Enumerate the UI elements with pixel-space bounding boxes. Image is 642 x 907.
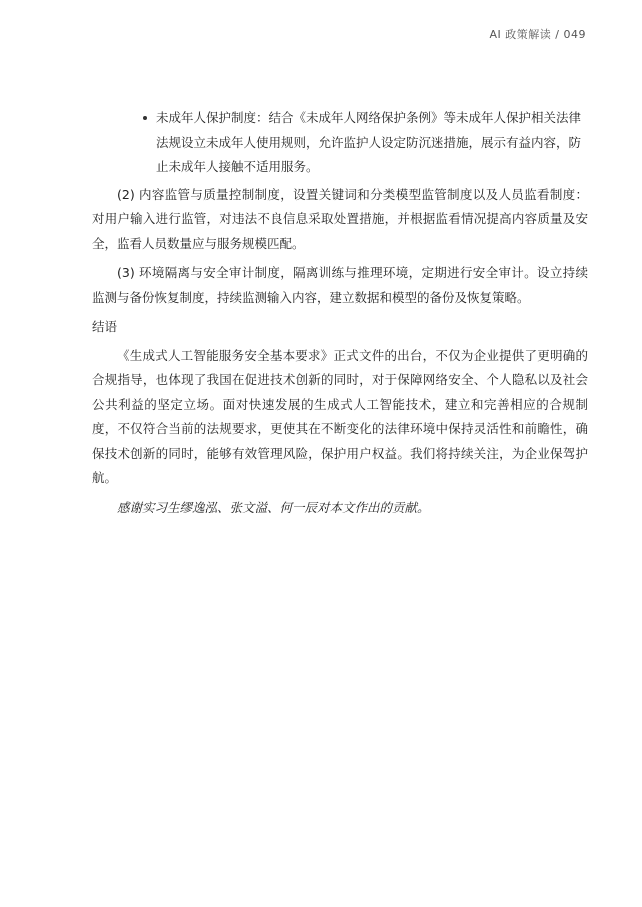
paragraph-environment-isolation: (3) 环境隔离与安全审计制度，隔离训练与推理环境，定期进行安全审计。设立持续监测与备份恢复制度，持续监测输入内容，建立数据和模型的备份及恢复策略。 [92, 265, 588, 305]
paragraph-conclusion: 《生成式人工智能服务安全基本要求》正式文件的出台，不仅为企业提供了更明确的合规指导，也体现了我国在促进技术创新的同时，对于保障网络安全、个人隐私以及社会公共利益的坚定立场。面对快速发展的生成式人工智能技术，建立和完善相应的合规制度，不仅符合当前的法规要求，更使其在不断变化的法律环境中保持灵活性和前瞻性，确保技术创新的同时，能够有效管理风险，保护用户权益。我们将持续关注，为企业保驾护航。 [92, 347, 588, 485]
bullet-text: 未成年人保护制度：结合《未成年人网络保护条例》等未成年人保护相关法律法规设立未成年人使用规则，允许监护人设定防沉迷措施，展示有益内容，防止未成年人接触不适用服务。 [156, 110, 582, 174]
bullet-item-minor-protection [92, 106, 588, 180]
bullet-dot-icon [143, 116, 147, 120]
paragraph-content-supervision: (2) 内容监管与质量控制制度，设置关键词和分类模型监管制度以及人员监看制度：对用户输入进行监管，对违法不良信息采取处置措施，并根据监看情况提高内容质量及安全，监看人员数量应与服务规模匹配。 [92, 186, 588, 251]
section-heading-conclusion: 结语 [92, 319, 118, 334]
page-content [92, 106, 588, 520]
acknowledgement-text: 感谢实习生缪逸泓、张文溢、何一辰对本文作出的贡献。 [117, 499, 430, 515]
running-header: AI 政策解读 / 049 [489, 28, 586, 41]
